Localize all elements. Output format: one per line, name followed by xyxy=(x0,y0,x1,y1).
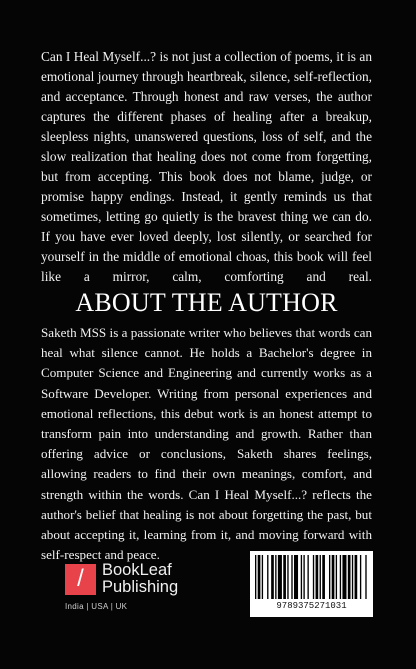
barcode-bar xyxy=(348,555,351,599)
barcode-bar xyxy=(355,555,358,599)
barcode-bar xyxy=(365,555,366,599)
barcode-bar xyxy=(336,555,337,599)
barcode-bar xyxy=(316,555,319,599)
barcode-bar xyxy=(278,555,282,599)
barcode-bar xyxy=(258,555,261,599)
book-blurb: Can I Heal Myself...? is not just a collection of poems, it is an emotional journey through heartbreak, silence, self-reflection, and acceptance. Through honest and raw verses, the author captures the different phases of healing after a breakup, sleepless nights, unanswered questions, loss of self, and the slow realization that healing does not come from forgetting, but from accepting. This book does not blame, judge, or promise happy endings. Instead, it gently reminds us that sometimes, letting go quietly is the bravest thing we can do. If you have ever loved deeply, lost silently, or searched for yourself in the middle of emotional choas, this book will feel like a mirror, calm, comforting and real. xyxy=(41,49,372,284)
barcode-bar xyxy=(287,555,288,599)
barcode-bar xyxy=(329,555,330,599)
barcode-bar xyxy=(332,555,335,599)
barcode-bar xyxy=(262,555,263,599)
barcode-bar xyxy=(342,555,346,599)
barcode-bar xyxy=(340,555,341,599)
publisher-name-line2: Publishing xyxy=(102,578,179,596)
publisher-logo xyxy=(65,563,195,619)
about-author-heading: ABOUT THE AUTHOR xyxy=(75,288,338,317)
publisher-name-line1: BookLeaf xyxy=(102,561,172,579)
publisher-logo-slash: / xyxy=(77,565,84,592)
barcode-bar xyxy=(271,555,274,599)
barcode-bar xyxy=(255,555,256,599)
barcode-bar xyxy=(267,555,268,599)
about-author-text: Saketh MSS is a passionate writer who believes that words can heal what silence cannot. He holds a Bachelor's degree in Computer Science and Engineering and currently works as a Software Developer. Writing from personal experiences and emotional reflections, this debut work is an honest attempt to transform pain into understanding and growth. Rather than offering advice or conclusions, Saketh shares feelings, allowing readers to find their own meanings, comfort, and strength within the words. Can I Heal Myself...? reflects the author's belief that healing is not about forgetting the past, but about accepting it, learning from it, and moving forward with self-respect and peace. xyxy=(41,325,372,563)
barcode-bar xyxy=(294,555,298,599)
barcode-bar xyxy=(352,555,353,599)
barcode-bars-icon xyxy=(255,555,368,599)
publisher-tagline: India | USA | UK xyxy=(65,602,128,611)
isbn-barcode xyxy=(250,551,373,617)
barcode-bar xyxy=(320,555,321,599)
barcode-bar xyxy=(313,555,314,599)
barcode-bar xyxy=(307,555,308,599)
barcode-bar xyxy=(322,555,325,599)
barcode-bar xyxy=(283,555,286,599)
barcode-bar xyxy=(303,555,304,599)
barcode-bar xyxy=(291,555,292,599)
barcode-bar xyxy=(360,555,361,599)
barcode-bar xyxy=(275,555,276,599)
barcode-bar xyxy=(301,555,302,599)
isbn-number: 9789375271031 xyxy=(276,601,347,611)
publisher-logo-mark-icon xyxy=(65,564,96,595)
